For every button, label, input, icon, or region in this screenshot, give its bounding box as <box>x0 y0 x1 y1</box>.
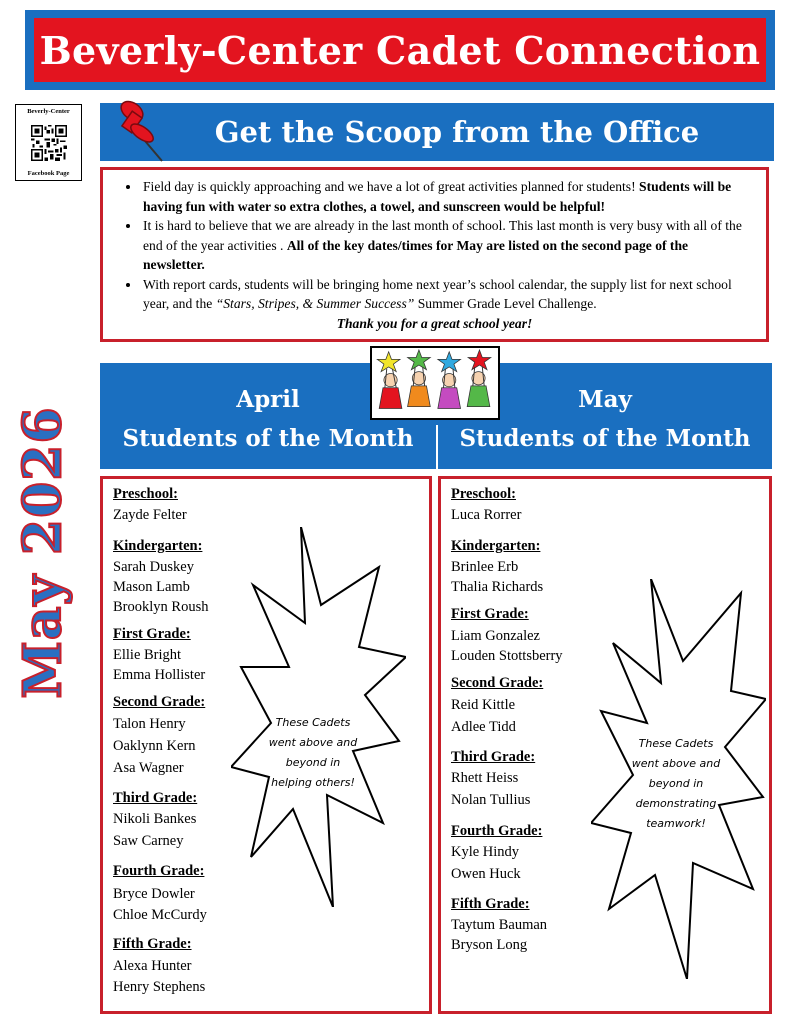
student-name: Rhett Heiss <box>451 770 519 786</box>
student-name: Brooklyn Roush <box>113 599 209 615</box>
masthead-banner <box>34 18 766 82</box>
student-name: Louden Stottsberry <box>451 648 563 664</box>
student-name: Mason Lamb <box>113 579 190 595</box>
grade-label: Third Grade: <box>451 749 536 765</box>
may-students-list <box>438 476 772 1014</box>
student-name: Oaklynn Kern <box>113 738 196 754</box>
grade-label: Fourth Grade: <box>451 823 543 839</box>
student-name: Emma Hollister <box>113 667 206 683</box>
student-name: Brinlee Erb <box>451 559 519 575</box>
kids-holding-stars-icon <box>370 346 500 420</box>
april-students-list <box>100 476 432 1014</box>
grade-label: Fifth Grade: <box>113 936 192 952</box>
may-burst-message: These Cadets went above and beyond in demonstrating teamwork! <box>631 737 721 830</box>
grade-label: Kindergarten: <box>451 538 541 554</box>
announcement-item: • It is hard to believe that we are already in the last month of school. This last month is very busy with all of the end of the year activities . All of the key dates/times for May are listed on the second page of the newsletter. <box>141 216 752 275</box>
pushpin-icon <box>112 97 172 165</box>
student-name: Ellie Bright <box>113 647 182 663</box>
announcement-item: • With report cards, students will be bringing home next year’s school calendar, the supply list for next school year, and the “Stars, Stripes, & Summer Success” Summer Grade Level Challenge. <box>141 275 752 314</box>
grade-label: Second Grade: <box>113 694 206 710</box>
qr-top-label: Beverly-Center <box>27 108 70 115</box>
grade-label: Preschool: <box>451 486 516 502</box>
issue-date <box>7 380 79 725</box>
grade-label: Kindergarten: <box>113 538 203 554</box>
student-name: Chloe McCurdy <box>113 907 207 923</box>
grade-label: Preschool: <box>113 486 178 502</box>
may-heading: May Students of the Month <box>459 386 751 452</box>
student-name: Sarah Duskey <box>113 559 194 575</box>
student-name: Taytum Bauman <box>451 917 548 933</box>
student-name: Owen Huck <box>451 866 521 882</box>
student-name: Talon Henry <box>113 716 186 732</box>
office-section-banner <box>100 103 774 161</box>
thank-you-message: Thank you for a great school year! <box>336 315 533 331</box>
qr-code-icon <box>31 125 67 161</box>
student-name: Reid Kittle <box>451 697 516 713</box>
facebook-qr-code[interactable] <box>15 104 82 181</box>
office-announcements <box>100 167 769 342</box>
student-name: Bryce Dowler <box>113 886 195 902</box>
student-name: Luca Rorrer <box>451 507 522 523</box>
student-name: Kyle Hindy <box>451 844 520 860</box>
grade-label: Fourth Grade: <box>113 863 205 879</box>
grade-label: Fifth Grade: <box>451 896 530 912</box>
grade-label: Third Grade: <box>113 790 198 806</box>
student-name: Alexa Hunter <box>113 958 192 974</box>
student-name: Thalia Richards <box>451 579 544 595</box>
issue-date-text: May 2026 <box>12 406 74 699</box>
newsletter-title: Beverly-Center Cadet Connection <box>39 27 761 73</box>
student-name: Asa Wagner <box>113 760 184 776</box>
student-name: Liam Gonzalez <box>451 628 540 644</box>
grade-label: Second Grade: <box>451 675 544 691</box>
announcement-item: • Field day is quickly approaching and we have a lot of great activities planned for students! Students will be having fun with water so extra clothes, a towel, and sunscreen would be helpful! <box>141 177 752 216</box>
april-burst-message: These Cadets went above and beyond in helping others! <box>268 716 358 789</box>
student-name: Nolan Tullius <box>451 792 531 808</box>
announcement-list <box>103 170 766 314</box>
student-name: Bryson Long <box>451 937 528 953</box>
student-name: Henry Stephens <box>113 979 206 995</box>
student-name: Nikoli Bankes <box>113 811 197 827</box>
april-heading: April Students of the Month <box>122 386 414 452</box>
qr-bottom-label: Facebook Page <box>27 170 70 177</box>
office-section-title: Get the Scoop from the Office <box>214 115 700 149</box>
student-name: Saw Carney <box>113 833 184 849</box>
student-name: Zayde Felter <box>113 507 187 523</box>
student-name: Adlee Tidd <box>451 719 516 735</box>
grade-label: First Grade: <box>113 626 191 642</box>
grade-label: First Grade: <box>451 606 529 622</box>
